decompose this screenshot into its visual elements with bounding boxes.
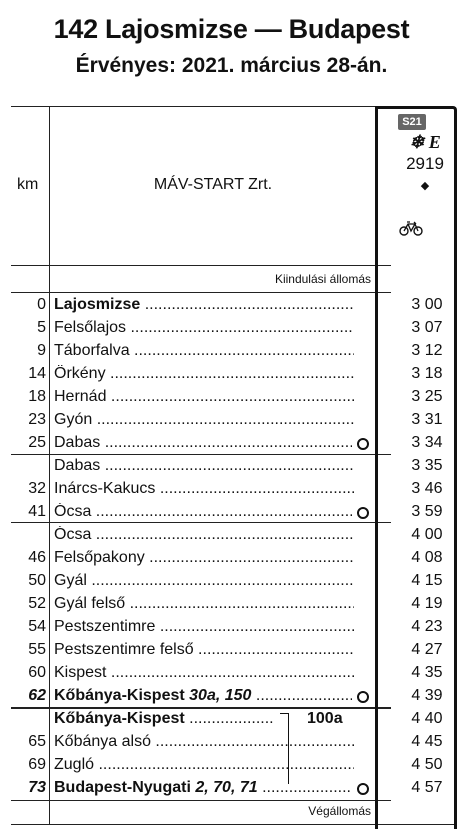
segment-divider (11, 522, 391, 523)
segment-divider (11, 454, 391, 455)
start-station-label: Kiindulási állomás (274, 272, 371, 286)
stop-circle-icon (357, 691, 369, 703)
km-header: km (17, 176, 39, 193)
station-name (54, 664, 354, 682)
service-badge: S21 (398, 114, 426, 130)
departure-time: 3 34 (411, 434, 443, 451)
station-label: Kőbánya alsó (54, 733, 151, 750)
departure-time: 3 35 (411, 457, 443, 474)
departure-time: 4 39 (411, 687, 443, 704)
station-name (54, 687, 352, 705)
departure-time: 3 46 (411, 480, 443, 497)
timetable-title: 142 Lajosmizse — Budapest (53, 14, 410, 44)
station-name (54, 572, 354, 590)
direction-icon: ◆ (420, 180, 430, 192)
station-label: Lajosmizse (54, 296, 141, 313)
stop-circle-icon (357, 507, 369, 519)
operator-name: MÁV-START Zrt. (153, 176, 273, 193)
km-value: 14 (28, 365, 46, 382)
validity-subtitle: Érvényes: 2021. március 28-án. (75, 54, 388, 77)
departure-time: 3 12 (411, 342, 443, 359)
station-name (54, 756, 354, 774)
station-label: Kőbánya-Kispest (54, 710, 185, 727)
km-column-divider (49, 106, 50, 824)
station-name (54, 365, 354, 383)
station-name (54, 733, 354, 751)
km-value: 25 (28, 434, 46, 451)
station-name (54, 641, 354, 659)
header-divider (11, 265, 391, 266)
km-value: 32 (28, 480, 46, 497)
departure-time: 3 59 (411, 503, 443, 520)
end-station-label: Végállomás (308, 804, 371, 818)
station-label: Gyál (54, 572, 87, 589)
km-value: 60 (28, 664, 46, 681)
station-label: Táborfalva (54, 342, 130, 359)
km-value: 23 (28, 411, 46, 428)
station-name (54, 503, 352, 521)
km-value: 5 (37, 319, 46, 336)
station-label: Gyál felső (54, 595, 126, 612)
station-label: Zugló (54, 756, 95, 773)
km-value: 54 (28, 618, 46, 635)
table-top-border (11, 106, 391, 107)
km-value: 18 (28, 388, 46, 405)
station-label: Dabas (54, 434, 101, 451)
km-value: 65 (28, 733, 46, 750)
station-name (54, 388, 354, 406)
station-name (54, 457, 354, 475)
stop-circle-icon (357, 438, 369, 450)
stop-circle-icon (357, 783, 369, 795)
connection-ref: 2, 70, 71 (190, 779, 258, 796)
km-value: 41 (28, 503, 46, 520)
bicycle-icon (399, 220, 423, 236)
km-value: 46 (28, 549, 46, 566)
station-label: Örkény (54, 365, 106, 382)
departure-time: 3 18 (411, 365, 443, 382)
station-label: Kőbánya-Kispest (54, 687, 185, 704)
station-label: Pestszentimre (54, 618, 156, 635)
station-label: Gyón (54, 411, 93, 428)
departure-time: 3 07 (411, 319, 443, 336)
km-value: 62 (28, 687, 46, 704)
station-label: Pestszentimre felső (54, 641, 194, 658)
station-label: Dabas (54, 457, 101, 474)
station-name (54, 526, 354, 544)
line-reference: 100a (307, 710, 343, 727)
segment-divider (11, 707, 391, 709)
station-label: Budapest-Nyugati (54, 779, 191, 796)
station-name (54, 296, 354, 314)
train-symbols: ❄ E (409, 132, 441, 152)
station-name (54, 710, 274, 728)
timetable (11, 106, 455, 826)
station-name (54, 480, 354, 498)
train-number: 2919 (406, 154, 444, 173)
station-label: Ócsa (54, 503, 92, 520)
km-value: 9 (37, 342, 46, 359)
departure-time: 3 00 (411, 296, 443, 313)
station-name (54, 342, 354, 360)
connection-ref: 30a, 150 (184, 687, 252, 704)
departure-time: 4 19 (411, 595, 443, 612)
end-label-divider (11, 800, 391, 801)
station-label: Kispest (54, 664, 107, 681)
station-label: Ócsa (54, 526, 92, 543)
station-label: Felsőpakony (54, 549, 145, 566)
station-name (54, 319, 354, 337)
departure-time: 4 08 (411, 549, 443, 566)
departure-time: 4 35 (411, 664, 443, 681)
departure-time: 4 50 (411, 756, 443, 773)
departure-time: 4 00 (411, 526, 443, 543)
station-label: Hernád (54, 388, 107, 405)
km-value: 73 (28, 779, 46, 796)
station-name (54, 434, 352, 452)
station-label: Inárcs-Kakucs (54, 480, 156, 497)
start-label-divider (11, 292, 391, 293)
station-name (54, 595, 354, 613)
station-name (54, 411, 354, 429)
departure-time: 4 23 (411, 618, 443, 635)
departure-time: 4 45 (411, 733, 443, 750)
km-value: 0 (37, 296, 46, 313)
km-value: 50 (28, 572, 46, 589)
km-value: 69 (28, 756, 46, 773)
station-name (54, 618, 354, 636)
departure-time: 3 31 (411, 411, 443, 428)
connection-bracket (280, 713, 289, 784)
departure-time: 4 40 (411, 710, 443, 727)
departure-time: 3 25 (411, 388, 443, 405)
departure-time: 4 15 (411, 572, 443, 589)
departure-time: 4 57 (411, 779, 443, 796)
station-label: Felsőlajos (54, 319, 127, 336)
km-value: 52 (28, 595, 46, 612)
station-name (54, 549, 354, 567)
station-name (54, 779, 352, 797)
km-value: 55 (28, 641, 46, 658)
departure-time: 4 27 (411, 641, 443, 658)
